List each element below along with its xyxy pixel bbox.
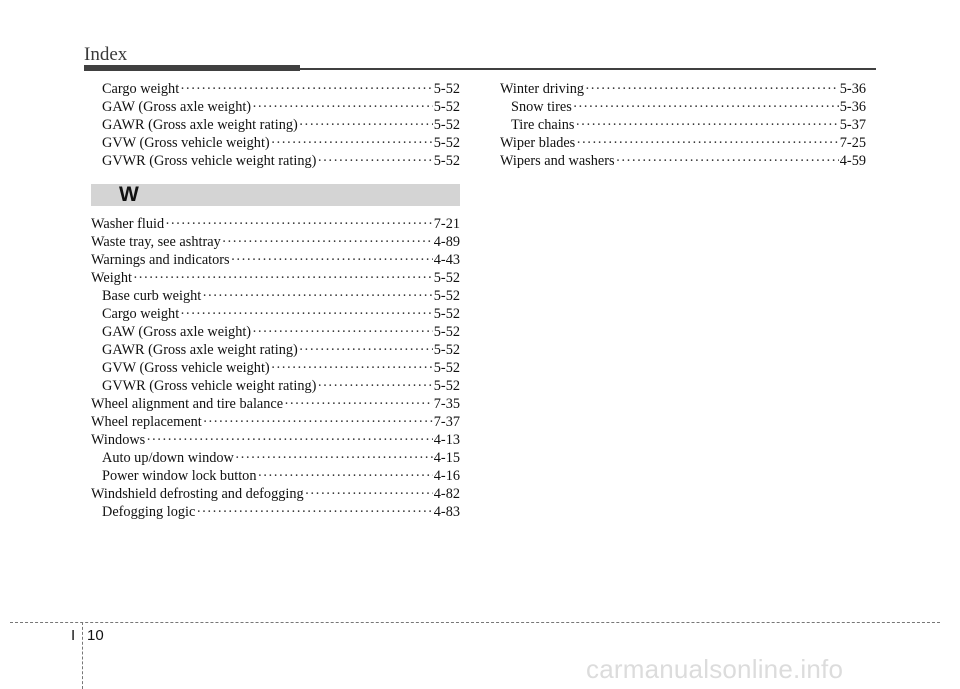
index-entry-page: 4-13	[433, 432, 460, 448]
index-entry	[500, 152, 866, 170]
index-entry	[91, 413, 460, 431]
index-entry-page: 5-52	[433, 360, 460, 376]
index-entry-label: Base curb weight	[102, 288, 202, 304]
index-entry	[91, 134, 460, 152]
index-entry	[91, 251, 460, 269]
index-entry-page: 5-52	[433, 135, 460, 151]
index-column-left-w	[91, 215, 460, 521]
dot-leader	[616, 152, 839, 170]
index-entry-page: 4-16	[433, 468, 460, 484]
dot-leader	[180, 305, 433, 323]
index-column-right	[500, 80, 866, 170]
index-entry	[91, 431, 460, 449]
index-entry-label: Windshield defrosting and defogging	[91, 486, 304, 502]
index-entry-label: Tire chains	[511, 117, 575, 133]
index-entry-page: 7-37	[433, 414, 460, 430]
index-entry-page: 4-15	[433, 450, 460, 466]
index-entry	[91, 80, 460, 98]
index-entry-page: 7-35	[433, 396, 460, 412]
index-entry-label: GVW (Gross vehicle weight)	[102, 360, 270, 376]
dot-leader	[305, 485, 433, 503]
dot-leader	[203, 413, 433, 431]
index-entry-label: Winter driving	[500, 81, 584, 97]
dot-leader	[576, 134, 839, 152]
index-entry	[500, 116, 866, 134]
index-entry-page: 5-52	[433, 117, 460, 133]
index-entry	[91, 152, 460, 170]
index-entry	[91, 215, 460, 233]
index-entry	[91, 485, 460, 503]
index-entry-label: GAWR (Gross axle weight rating)	[102, 342, 298, 358]
index-entry-label: Weight	[91, 270, 132, 286]
dot-leader	[575, 116, 838, 134]
index-entry	[91, 98, 460, 116]
dot-leader	[165, 215, 433, 233]
index-entry	[91, 449, 460, 467]
dot-leader	[196, 503, 432, 521]
index-entry-page: 4-59	[839, 153, 866, 169]
dot-leader	[146, 431, 433, 449]
index-entry-label: Cargo weight	[102, 81, 180, 97]
index-entry-label: Power window lock button	[102, 468, 257, 484]
dot-leader	[299, 341, 433, 359]
dot-leader	[317, 377, 432, 395]
index-entry-page: 5-52	[433, 324, 460, 340]
index-entry-label: GVWR (Gross vehicle weight rating)	[102, 153, 317, 169]
index-entry-label: GAW (Gross axle weight)	[102, 99, 252, 115]
index-entry-page: 5-52	[433, 270, 460, 286]
dot-leader	[252, 98, 433, 116]
index-entry-label: Wheel alignment and tire balance	[91, 396, 284, 412]
index-entry-label: Wheel replacement	[91, 414, 202, 430]
footer-rule	[10, 622, 940, 623]
dot-leader	[235, 449, 433, 467]
dot-leader	[585, 80, 839, 98]
index-entry-label: GVW (Gross vehicle weight)	[102, 135, 270, 151]
index-entry	[91, 395, 460, 413]
index-entry-page: 4-82	[433, 486, 460, 502]
dot-leader	[271, 134, 433, 152]
index-entry-page: 5-36	[839, 99, 866, 115]
index-entry	[91, 116, 460, 134]
dot-leader	[257, 467, 432, 485]
dot-leader	[317, 152, 432, 170]
index-entry-label: Cargo weight	[102, 306, 180, 322]
index-entry-label: Warnings and indicators	[91, 252, 230, 268]
index-entry-label: Washer fluid	[91, 216, 165, 232]
header-rule-thin	[300, 68, 876, 70]
dot-leader	[573, 98, 839, 116]
header-rule-thick	[84, 65, 300, 71]
index-entry	[91, 341, 460, 359]
index-entry-page: 5-37	[839, 117, 866, 133]
footer-divider	[82, 622, 83, 689]
index-entry-page: 5-36	[839, 81, 866, 97]
index-entry-page: 7-21	[433, 216, 460, 232]
page-title: Index	[84, 44, 128, 65]
page-number: 10	[87, 627, 104, 644]
index-entry	[500, 98, 866, 116]
index-entry	[500, 134, 866, 152]
index-entry	[91, 377, 460, 395]
section-letter: W	[119, 183, 139, 206]
index-column-left-top	[91, 80, 460, 170]
index-entry	[91, 305, 460, 323]
index-entry-label: Defogging logic	[102, 504, 196, 520]
index-entry-label: Windows	[91, 432, 146, 448]
index-entry	[91, 233, 460, 251]
index-entry-label: GVWR (Gross vehicle weight rating)	[102, 378, 317, 394]
footer-section-letter: I	[71, 627, 76, 644]
dot-leader	[180, 80, 433, 98]
index-entry-page: 4-43	[433, 252, 460, 268]
index-entry-label: Snow tires	[511, 99, 572, 115]
watermark-text: carmanualsonline.info	[586, 654, 844, 684]
index-entry-page: 4-89	[433, 234, 460, 250]
index-entry-page: 5-52	[433, 342, 460, 358]
index-entry-page: 5-52	[433, 288, 460, 304]
dot-leader	[299, 116, 433, 134]
index-entry	[91, 287, 460, 305]
index-entry-label: Auto up/down window	[102, 450, 234, 466]
index-entry-page: 5-52	[433, 99, 460, 115]
index-entry	[91, 323, 460, 341]
index-entry	[91, 269, 460, 287]
index-entry	[91, 359, 460, 377]
dot-leader	[284, 395, 433, 413]
dot-leader	[222, 233, 433, 251]
index-entry-page: 5-52	[433, 378, 460, 394]
index-entry-page: 5-52	[433, 81, 460, 97]
index-entry-label: GAW (Gross axle weight)	[102, 324, 252, 340]
dot-leader	[271, 359, 433, 377]
index-entry-label: Wipers and washers	[500, 153, 615, 169]
index-entry-label: Wiper blades	[500, 135, 576, 151]
index-entry-page: 5-52	[433, 306, 460, 322]
index-entry	[91, 467, 460, 485]
dot-leader	[133, 269, 433, 287]
index-entry-page: 7-25	[839, 135, 866, 151]
dot-leader	[252, 323, 433, 341]
index-entry	[500, 80, 866, 98]
index-entry-page: 5-52	[433, 153, 460, 169]
index-entry	[91, 503, 460, 521]
section-letter-band	[91, 184, 460, 206]
dot-leader	[231, 251, 433, 269]
index-entry-label: Waste tray, see ashtray	[91, 234, 221, 250]
index-entry-label: GAWR (Gross axle weight rating)	[102, 117, 298, 133]
dot-leader	[202, 287, 433, 305]
index-entry-page: 4-83	[433, 504, 460, 520]
